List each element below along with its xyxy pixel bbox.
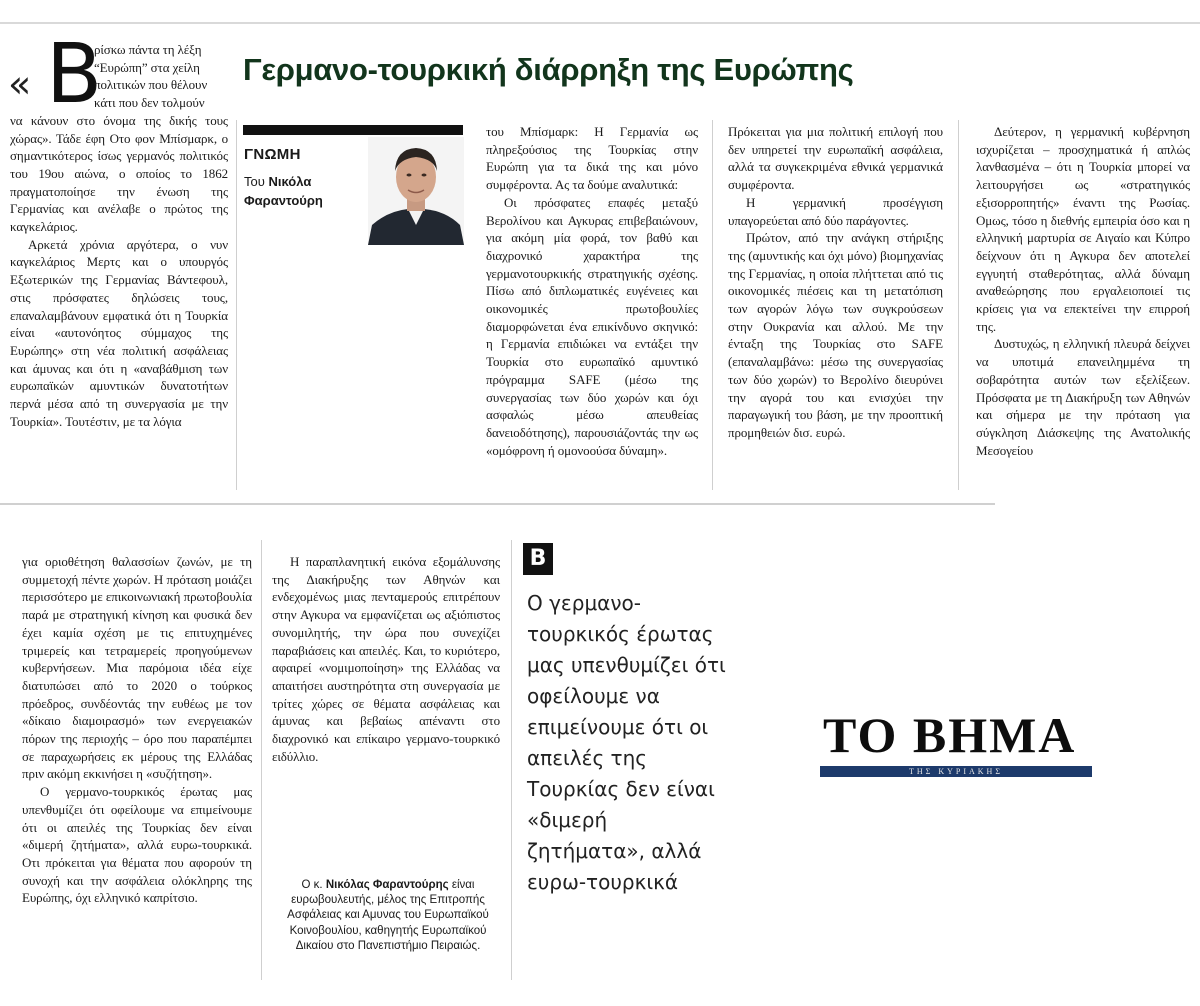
col1-paragraph: Αρκετά χρόνια αργότερα, ο νυν καγκελάριος Μερτς και ο υπουργός Εξωτερικών της Γερμανίας Βάντεφουλ, στις πρόσφατες δηλώσεις τους, επαναλαμβάνουν εμφατικά ότι η Τουρκία είναι «αυτονόητος σύμμαχος της Ευρώπης» στη νέα πολιτική ασφάλειας και άμυνας και ότι η «αναβάθμιση των ευρωπαϊκών αμυντικών δυνατοτήτων περνά μέσα από τη συνεργασία με την Τουρκία». Τουτέστιν, με τα λόγια	[10, 236, 228, 429]
column-3	[728, 123, 943, 442]
col3-paragraph: Πρόκειται για μια πολιτική επιλογή που δεν υπηρετεί την ευρωπαϊκή ασφάλεια, αλλά τα συγκεκριμένα εθνικά γερμανικά συμφέροντα.	[728, 124, 943, 193]
col5-paragraph: Ο γερμανο-τουρκικός έρωτας μας υπενθυμίζει ότι οφείλουμε να επιμείνουμε ότι οι απειλές της Τουρκίας δεν είναι «διμερή ζητήματα», αλλά ευρω-τουρκικά. Οτι πρόκειται για θέματα που αφορούν τη συνοχή και την ασφάλεια ολόκληρης της Ευρώπης, όχι ελληνικό καπρίτσιο.	[22, 784, 252, 906]
col1-line: “Ευρώπη” στα χείλη	[94, 59, 200, 75]
col2-paragraph: του Μπίσμαρκ: Η Γερμανία ως πληρεξούσιος της Τουρκίας στην Ευρώπη για τα δικά της και μόνο συμφέροντα. Ας τα δούμε αναλυτικά:	[486, 124, 698, 193]
byline	[244, 172, 323, 210]
col2-paragraph: Οι πρόσφατες επαφές μεταξύ Βερολίνου και Αγκυρας επιβεβαιώνουν, για ακόμη μία φορά, τον βαθύ και διαχρονικό χαρακτήρα της γερμανοτουρκικής στρατηγικής σχέσης. Πίσω από διπλωματικές ευγένειες και οικονομικές πρωτοβουλίες διαμορφώνεται ένα επικίνδυνο σκηνικό: η Γερμανία επιδιώκει να εντάξει την Τουρκία στο ευρωπαϊκό αμυντικό πρόγραμμα SAFE (μέσω της συνεργασίας των δύο χωρών και όχι ασφαλώς μέσω απευθείας δανειοδότησης), παρουσιάζοντάς την ως «ομόφρονη ή ομονοούσα δύναμη».	[486, 194, 698, 458]
opinion-bar	[243, 125, 463, 135]
col6-paragraph: Η παραπλανητική εικόνα εξομάλυνσης της Διακήρυξης των Αθηνών και ενδεχομένως μιας πενταμερούς επιτρέπουν στην Αγκυρα να εμφανίζεται ως αξιόπιστος συνομιλητής, την ώρα που συνεχίζει παραβιάσεις και απειλές. Και, το κυριότερο, αφαιρεί «νομιμοποίηση» της Ελλάδας να απαιτήσει αυστηρότητα στη συνεργασία με τρίτες χώρες σε θέματα ασφάλειας και άμυνας και βεβαίως απέναντι στο διαχρονικό και επίκαιρο γερμανο-τουρκικό ειδύλλιο.	[272, 554, 500, 764]
col1-paragraph: να κάνουν στο όνομα της δικής τους χώρας». Τάδε έφη Οτο φον Μπίσμαρκ, ο σημαντικότερος ίσως γερμανός πολιτικός του 19ου αιώνα, ο οποίος το 1862 πραγματοποίησε την ένωση της Γερμανίας και ανέλαβε ο πρώτος της καγκελάριος.	[10, 112, 228, 235]
author-first-name: Νικόλα	[268, 174, 312, 189]
col3-paragraph: Πρώτον, από την ανάγκη στήριξης της (αμυντικής και όχι μόνο) βιομηχανίας της Γερμανίας, η οποία πλήττεται από τις οικονομικές πιέσεις και τη μετατόπιση των αγορών λόγω των συγκρούσεων στην Ουκρανία και αλλού. Με την ένταξη της Τουρκίας στο SAFE (επαναλαμβάνω: μέσω της συνεργασίας των δύο χωρών) το Βερολίνο διευρύνει την αγορά του και ενισχύει την παραγωγική του βάση, με την προοπτική προμηθειών δισ. ευρώ.	[728, 230, 943, 440]
column-rule	[511, 540, 512, 980]
logo-subtitle: ΤΗΣ ΚΥΡΙΑΚΗΣ	[909, 767, 1003, 776]
column-rule	[236, 120, 237, 490]
section-divider	[0, 503, 995, 505]
col1-line: ρίσκω πάντα τη λέξη	[94, 42, 202, 57]
column-5	[22, 553, 252, 907]
pull-quote: Ο γερμανο-τουρκικός έρωτας μας υπενθυμίζει ότι οφείλουμε να επιμείνουμε ότι οι απειλές της Τουρκίας δεν είναι «διμερή ζητήματα», αλλά ευρω-τουρκικά	[527, 591, 726, 894]
col5-paragraph: για οριοθέτηση θαλασσίων ζωνών, με τη συμμετοχή πέντε χωρών. Η πρόταση μοιάζει περισσότερο με επικοινωνιακή πρωτοβουλία παρά με στρατηγική κίνηση και φυσικά δεν έχει καμία σχέση με τις επιτυχημένες τριμερείς και τετραμερείς προηγούμενων κυβερνήσεων. Μια παρόμοια ιδέα είχε διατυπώσει από το 2020 ο τούρκος πρόεδρος, συνδέοντάς την ευθέως με τον «δίκαιο διαμοιρασμό» των ενεργειακών πόρων της περιοχής – όρο που παραπέμπει σε παραχωρήσεις εκ μέρους της Ελλάδας πριν ακόμη εκκινήσει η «συζήτηση».	[22, 554, 252, 782]
col1-line: πολιτικών που θέλουν	[94, 77, 208, 93]
author-photo	[368, 137, 464, 245]
col1-line: κάτι που δεν τολμούν	[94, 95, 205, 111]
author-last-name: Φαραντούρη	[244, 193, 323, 208]
col4-paragraph: Δυστυχώς, η ελληνική πλευρά δείχνει να υποτιμά επανειλημμένα τη σοβαρότητα αυτών των εξελίξεων. Πρόσφατα με τη Διακήρυξη των Αθηνών και σήμερα με την πρόταση για σύγκληση Διάσκεψης της Ανατολικής Μεσογείου	[976, 336, 1190, 458]
column-rule	[261, 540, 262, 980]
column-2	[486, 123, 698, 459]
quote-mark: «	[8, 62, 32, 106]
bio-text: είναι ευρωβουλευτής, μέλος της Επιτροπής Ασφάλειας και Αμυνας του Ευρωπαϊκού Κοινοβουλίου, καθηγητής Ευρωπαϊκού Δικαίου στο Πανεπιστήμιο Πειραιώς.	[287, 879, 489, 952]
pull-quote-marker: Β	[523, 543, 553, 575]
top-rule	[0, 22, 1200, 24]
newspaper-logo: ΤΟ ΒΗΜΑ	[823, 707, 1077, 763]
column-6	[272, 553, 500, 765]
col4-paragraph: Δεύτερον, η γερμανική κυβέρνηση ισχυρίζεται – προσχηματικά ή απλώς λανθασμένα – ότι η Τουρκία μπορεί να λειτουργήσει ως «στρατηγικός εξισορροπητής» έναντι της Ρωσίας. Ομως, τόσο η διεθνής εμπειρία όσο και η ελληνική μαρτυρία σε Αιγαίο και Κύπρο δείχνουν ότι η Αγκυρα δεν αποτελεί εγγυητή σταθερότητας, αλλά δύναμη αναθεώρησης που εργαλειοποιεί τις κρίσεις για να επεκτείνει την επιρροή της.	[976, 124, 1190, 334]
section-label: ΓΝΩΜΗ	[244, 146, 301, 163]
column-rule	[712, 120, 713, 490]
column-1	[10, 41, 228, 430]
bio-name: Νικόλας Φαραντούρης	[325, 879, 449, 891]
headline: Γερμανο-τουρκική διάρρηξη της Ευρώπης	[243, 52, 854, 87]
col3-paragraph: Η γερμανική προσέγγιση υπαγορεύεται από δύο παράγοντες.	[728, 194, 943, 228]
bio-prefix: Ο κ.	[301, 879, 323, 891]
byline-prefix: Του	[244, 174, 265, 189]
column-4	[976, 123, 1190, 459]
author-bio	[277, 878, 499, 954]
column-rule	[958, 120, 959, 490]
drop-cap: Β	[46, 27, 103, 122]
